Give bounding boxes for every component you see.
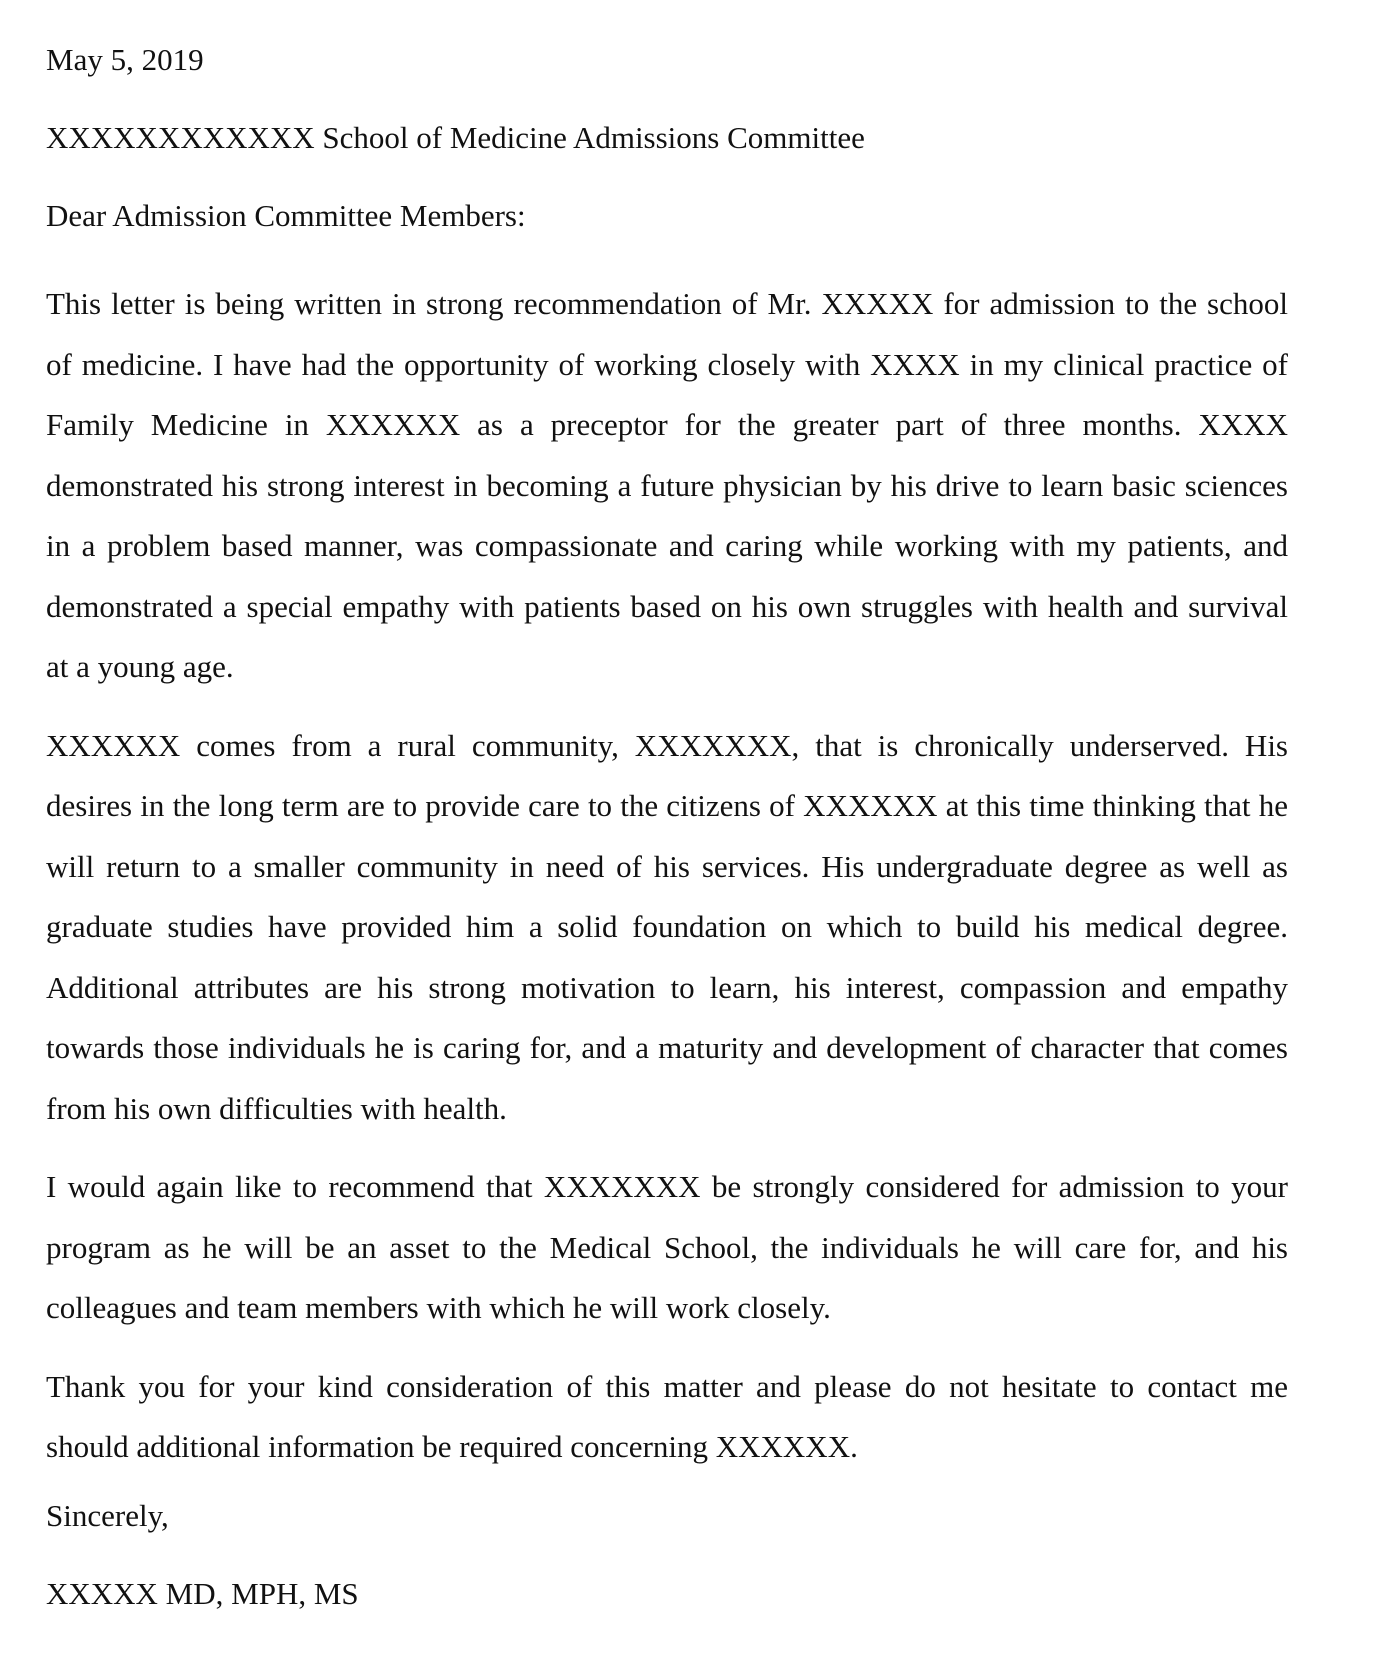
letter-date: May 5, 2019 <box>46 42 204 77</box>
letter-paragraph-4: Thank you for your kind consideration of this matter and please do not hesitate to contact me should additional information be required concerning XXXXXX. <box>46 1368 1288 1464</box>
letter <box>46 40 1288 1614</box>
letter-recipient: XXXXXXXXXXXX School of Medicine Admissions Committee <box>46 120 865 155</box>
letter-paragraph-2: XXXXXX comes from a rural community, XXXXXXX, that is chronically underserved. His desires in the long term are to provide care to the citizens of XXXXXX at this time thinking that he will return to a smaller community in need of his services. His undergraduate degree as well as graduate studies have provided him a solid foundation on which to build his medical degree. Additional attributes are his strong motivation to learn, his interest, compassion and empathy towards those individuals he is caring for, and a maturity and development of character that comes from his own difficulties with health. <box>46 727 1288 1126</box>
letter-paragraph-1: This letter is being written in strong recommendation of Mr. XXXXX for admission to the school of medicine. I have had the opportunity of working closely with XXXX in my clinical practice of Family Medicine in XXXXXX as a preceptor for the greater part of three months. XXXX demonstrated his strong interest in becoming a future physician by his drive to learn basic sciences in a problem based manner, was compassionate and caring while working with my patients, and demonstrated a special empathy with patients based on his own struggles with health and survival at a young age. <box>46 286 1288 684</box>
letter-paragraph-3: I would again like to recommend that XXXXXXX be strongly considered for admission to your program as he will be an asset to the Medical School, the individuals he will care for, and his colleagues and team members with which he will work closely. <box>46 1169 1288 1325</box>
letter-salutation: Dear Admission Committee Members: <box>46 198 526 233</box>
letter-signature: XXXXX MD, MPH, MS <box>46 1575 359 1611</box>
letter-closing: Sincerely, <box>46 1497 169 1533</box>
